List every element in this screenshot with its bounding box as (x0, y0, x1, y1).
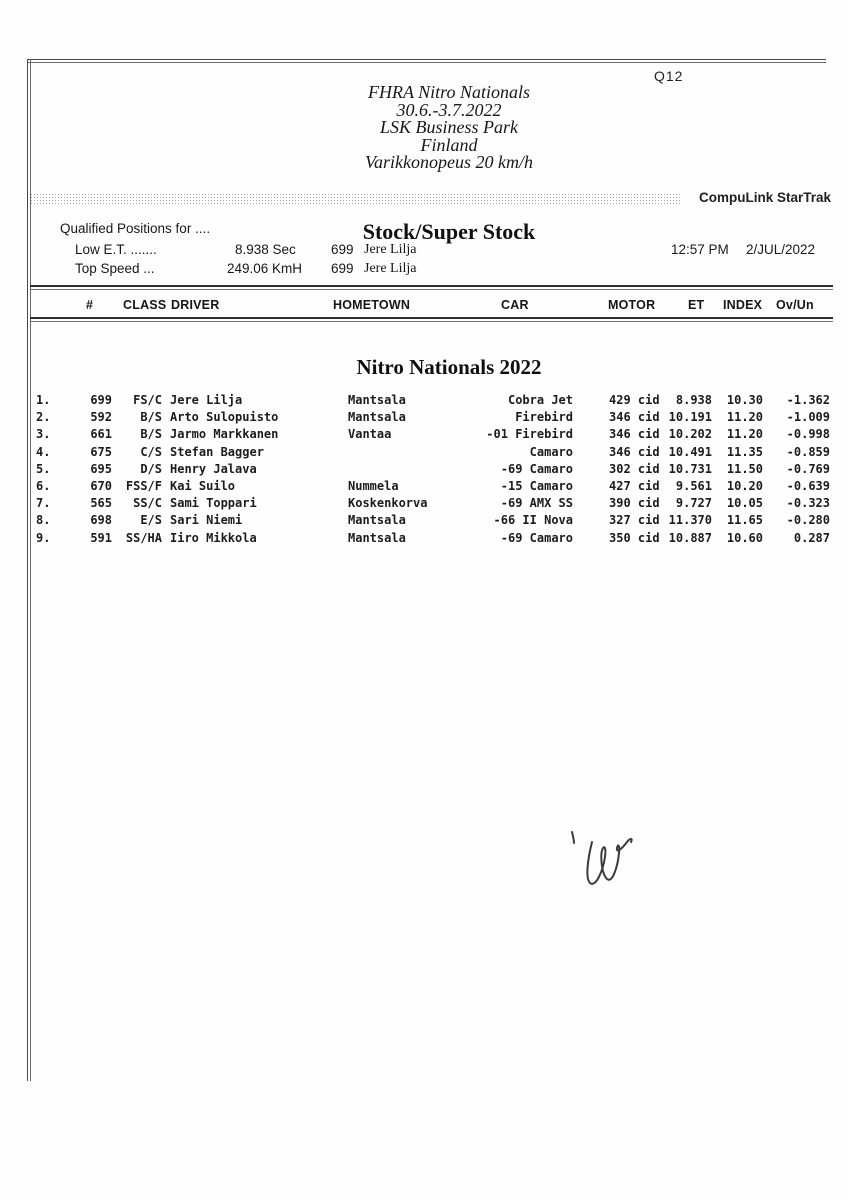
event-note: Varikkonopeus 20 km/h (365, 152, 533, 172)
cell-car-number: 592 (90, 410, 112, 425)
section-title: Nitro Nationals 2022 (356, 355, 542, 379)
cell-position: 6. (36, 478, 51, 493)
cell-index: 11.65 (726, 513, 763, 528)
cell-car: -15 Camaro (500, 478, 573, 493)
cell-ovun: -0.280 (786, 513, 830, 528)
cell-car: Camaro (529, 444, 573, 459)
cell-position: 5. (36, 461, 51, 476)
results-table (0, 393, 848, 548)
cell-index: 11.35 (726, 444, 763, 459)
cell-motor: 350 cid (609, 530, 660, 545)
cell-class: C/S (140, 444, 162, 459)
col-header-car: CAR (501, 298, 529, 312)
header-top-rule (30, 285, 833, 290)
top-speed-driver: Jere Lilja (364, 261, 417, 276)
cell-position: 9. (36, 530, 51, 545)
cell-driver: Arto Sulopuisto (170, 410, 279, 425)
cell-motor: 346 cid (609, 410, 660, 425)
cell-car-number: 565 (90, 496, 112, 511)
table-row (0, 496, 848, 513)
cell-et: 10.887 (668, 530, 712, 545)
cell-motor: 327 cid (609, 513, 660, 528)
low-et-car-number: 699 (331, 242, 354, 257)
cell-index: 11.20 (726, 410, 763, 425)
top-speed-line (75, 261, 417, 276)
cell-car: -69 AMX SS (500, 496, 573, 511)
cell-class: D/S (140, 461, 162, 476)
cell-et: 10.202 (668, 427, 712, 442)
table-row (0, 410, 848, 427)
cell-car: -01 Firebird (486, 427, 573, 442)
table-row (0, 445, 848, 462)
cell-ovun: 0.287 (793, 530, 830, 545)
cell-driver: Henry Jalava (170, 461, 257, 476)
cell-index: 11.20 (726, 427, 763, 442)
cell-class: FSS/F (125, 478, 162, 493)
cell-class: B/S (140, 410, 162, 425)
cell-driver: Sari Niemi (170, 513, 243, 528)
category-title: Stock/Super Stock (362, 219, 536, 244)
cell-index: 11.50 (726, 461, 763, 476)
cell-et: 9.561 (675, 478, 712, 493)
cell-driver: Jere Lilja (170, 393, 243, 407)
table-row (0, 531, 848, 548)
halftone-separator (30, 193, 680, 204)
print-time: 12:57 PM (671, 242, 729, 257)
print-date: 2/JUL/2022 (746, 242, 816, 257)
cell-ovun: -0.859 (786, 444, 830, 459)
cell-index: 10.05 (726, 496, 763, 511)
cell-ovun: -0.769 (786, 461, 830, 476)
cell-et: 10.191 (668, 410, 712, 425)
event-venue: LSK Business Park (379, 117, 518, 137)
table-row (0, 479, 848, 496)
header-bottom-rule (30, 317, 833, 322)
top-speed-car-number: 699 (331, 261, 354, 276)
cell-class: SS/C (133, 496, 162, 511)
event-header (224, 84, 674, 172)
cell-et: 11.370 (668, 513, 712, 528)
cell-hometown: Mantsala (348, 513, 406, 528)
cell-class: SS/HA (125, 530, 162, 545)
cell-car: -69 Camaro (500, 530, 573, 545)
signature-scribble (552, 812, 662, 902)
cell-car: -66 II Nova (493, 513, 573, 528)
cell-position: 8. (36, 513, 51, 528)
event-country: Finland (420, 134, 478, 155)
cell-hometown: Mantsala (348, 530, 406, 545)
cell-position: 2. (36, 410, 51, 425)
col-header-class: CLASS (123, 298, 167, 312)
cell-class: FS/C (133, 393, 162, 407)
col-header-motor: MOTOR (608, 298, 656, 312)
event-dates: 30.6.-3.7.2022 (396, 99, 502, 120)
cell-position: 3. (36, 427, 51, 442)
table-row (0, 427, 848, 444)
cell-ovun: -0.323 (786, 496, 830, 511)
cell-motor: 390 cid (609, 496, 660, 511)
cell-motor: 302 cid (609, 461, 660, 476)
cell-index: 10.60 (726, 530, 763, 545)
cell-car-number: 591 (90, 530, 112, 545)
cell-driver: Sami Toppari (170, 496, 257, 511)
cell-et: 8.938 (675, 393, 712, 407)
cell-et: 10.491 (668, 444, 712, 459)
cell-position: 1. (36, 393, 51, 407)
cell-car-number: 675 (90, 444, 112, 459)
cell-motor: 427 cid (609, 478, 660, 493)
cell-hometown: Mantsala (348, 410, 406, 425)
qualified-positions-label: Qualified Positions for .... (60, 221, 211, 236)
cell-et: 10.731 (668, 461, 712, 476)
event-title: FHRA Nitro Nationals (367, 82, 531, 102)
cell-car-number: 670 (90, 478, 112, 493)
table-row (0, 513, 848, 530)
cell-car: Firebird (515, 410, 573, 425)
cell-car-number: 699 (90, 393, 112, 407)
table-row (0, 393, 848, 410)
col-header-ovun: Ov/Un (776, 298, 814, 312)
col-header-hometown: HOMETOWN (333, 298, 411, 312)
cell-index: 10.20 (726, 478, 763, 493)
col-header-position: # (86, 298, 94, 312)
cell-driver: Kai Suilo (170, 478, 236, 493)
low-et-value: 8.938 Sec (235, 242, 296, 257)
col-header-index: INDEX (723, 298, 763, 312)
page-frame-left-border (27, 59, 31, 1081)
col-header-driver: DRIVER (171, 298, 220, 312)
low-et-driver: Jere Lilja (364, 242, 417, 257)
cell-class: B/S (140, 427, 162, 442)
cell-motor: 346 cid (609, 427, 660, 442)
low-et-line (75, 242, 417, 257)
cell-car: -69 Camaro (500, 461, 573, 476)
col-header-et: ET (688, 298, 705, 312)
cell-motor: 346 cid (609, 444, 660, 459)
cell-index: 10.30 (726, 393, 763, 407)
cell-hometown: Mantsala (348, 393, 406, 407)
cell-ovun: -0.639 (786, 478, 830, 493)
cell-car-number: 695 (90, 461, 112, 476)
cell-motor: 429 cid (609, 393, 660, 407)
cell-car-number: 661 (90, 427, 112, 442)
cell-driver: Stefan Bagger (170, 444, 264, 459)
cell-hometown: Vantaa (348, 427, 392, 442)
cell-ovun: -0.998 (786, 427, 830, 442)
low-et-label: Low E.T. ....... (75, 242, 157, 257)
cell-car-number: 698 (90, 513, 112, 528)
cell-driver: Iiro Mikkola (170, 530, 257, 545)
cell-class: E/S (140, 513, 162, 528)
cell-position: 4. (36, 444, 51, 459)
cell-position: 7. (36, 496, 51, 511)
cell-ovun: -1.362 (786, 393, 830, 407)
cell-hometown: Nummela (348, 478, 399, 493)
cell-ovun: -1.009 (786, 410, 830, 425)
page-frame-top-border (27, 59, 826, 63)
top-speed-label: Top Speed ... (75, 261, 155, 276)
session-code: Q12 (654, 68, 684, 84)
cell-et: 9.727 (675, 496, 712, 511)
table-row (0, 462, 848, 479)
cell-hometown: Koskenkorva (348, 496, 428, 511)
cell-driver: Jarmo Markkanen (170, 427, 279, 442)
top-speed-value: 249.06 KmH (227, 261, 303, 276)
cell-car: Cobra Jet (507, 393, 573, 407)
timing-system-brand: CompuLink StarTrak (699, 190, 832, 205)
